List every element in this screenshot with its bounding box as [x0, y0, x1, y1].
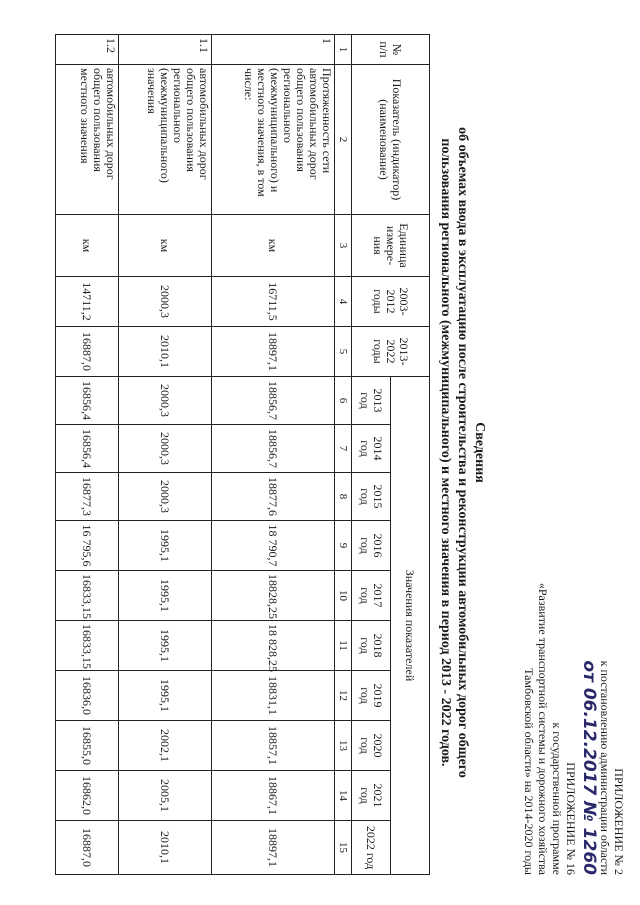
header-year-2014: 2014 год: [352, 425, 391, 473]
value-cell: 18857,1: [212, 721, 335, 771]
value-cell: 2000,3: [119, 277, 212, 327]
row-unit: км: [119, 215, 212, 277]
header-unit: Единица измере-ния: [352, 215, 430, 277]
value-cell: 2010,1: [119, 821, 212, 875]
column-number: 10: [335, 571, 352, 621]
column-number: 6: [335, 377, 352, 425]
value-cell: 1995,1: [119, 671, 212, 721]
header-year-2017: 2017 год: [352, 571, 391, 621]
header-year-2015: 2015 год: [352, 473, 391, 521]
row-unit: км: [212, 215, 335, 277]
column-number: 15: [335, 821, 352, 875]
row-num: 1.1: [119, 35, 212, 65]
document-title: [437, 60, 488, 845]
header-year-2022: 2022 год: [352, 821, 391, 875]
header-year-2013: 2013 год: [352, 377, 391, 425]
table-row: [119, 35, 212, 875]
row-num: 1: [212, 35, 335, 65]
value-cell: 18831,1: [212, 671, 335, 721]
header-2003-2012: 2003-2012 годы: [352, 277, 430, 327]
row-num: 1.2: [56, 35, 119, 65]
column-number: 4: [335, 277, 352, 327]
row-indicator: автомобильных дорог общего пользования местного значения: [56, 65, 119, 215]
value-cell: 16855,0: [56, 721, 119, 771]
value-cell: 16887,0: [56, 327, 119, 377]
value-cell: 16862,0: [56, 771, 119, 821]
value-cell: 18 790,7: [212, 521, 335, 571]
title-line3: пользования регионального (межмуниципального) и местного значения в период 2013 - 2022 годов.: [438, 138, 453, 767]
indicators-table: [55, 34, 430, 875]
header-num: № п/п: [352, 35, 430, 65]
value-cell: 2000,3: [119, 425, 212, 473]
value-cell: 16836,0: [56, 671, 119, 721]
table-row: [56, 35, 119, 875]
value-cell: 2005,1: [119, 771, 212, 821]
value-cell: 1995,1: [119, 571, 212, 621]
value-cell: 2000,3: [119, 377, 212, 425]
resolution-ref: к постановлению администрации области: [598, 660, 612, 875]
column-number: 1: [335, 35, 352, 65]
value-cell: 18897,1: [212, 327, 335, 377]
header-year-2018: 2018 год: [352, 621, 391, 671]
title-line2: об объемах ввода в эксплуатацию после строительства и реконструкции автомобильных дорог общего: [455, 127, 470, 778]
program-ref: к государственной программе: [550, 722, 564, 875]
value-cell: 16833,15: [56, 571, 119, 621]
column-number: 11: [335, 621, 352, 671]
header-year-2019: 2019 год: [352, 671, 391, 721]
program-name-line1: «Развитие транспортной системы и дорожного хозяйства: [536, 582, 550, 875]
value-cell: 16856,4: [56, 377, 119, 425]
value-cell: 18877,6: [212, 473, 335, 521]
value-cell: 2002,1: [119, 721, 212, 771]
program-name-line2: Тамбовской области» на 2014-2020 годы: [522, 668, 536, 875]
handwritten-date: от 06.12.2017 № 1260: [579, 660, 599, 875]
table-row: [212, 35, 335, 875]
row-unit: км: [56, 215, 119, 277]
header-year-2016: 2016 год: [352, 521, 391, 571]
header-year-2021: 2021 год: [352, 771, 391, 821]
value-cell: 18897,1: [212, 821, 335, 875]
header-values-group: Значения показателей: [391, 377, 430, 875]
column-number: 14: [335, 771, 352, 821]
value-cell: 18867,1: [212, 771, 335, 821]
value-cell: 18856,7: [212, 425, 335, 473]
value-cell: 1995,1: [119, 621, 212, 671]
value-cell: 18828,25: [212, 571, 335, 621]
header-year-2020: 2020 год: [352, 721, 391, 771]
value-cell: 1995,1: [119, 521, 212, 571]
header-indicator: Показатель (индикатор) (наименование): [352, 65, 430, 215]
appendix-block: [522, 455, 626, 875]
value-cell: 16711,5: [212, 277, 335, 327]
column-number: 13: [335, 721, 352, 771]
value-cell: 16 795,6: [56, 521, 119, 571]
value-cell: 16877,3: [56, 473, 119, 521]
value-cell: 18856,7: [212, 377, 335, 425]
column-number: 9: [335, 521, 352, 571]
column-number: 3: [335, 215, 352, 277]
value-cell: 16833,15: [56, 621, 119, 671]
column-number: 7: [335, 425, 352, 473]
appendix-label: ПРИЛОЖЕНИЕ № 2: [612, 768, 626, 875]
column-number: 2: [335, 65, 352, 215]
value-cell: 18 828,25: [212, 621, 335, 671]
value-cell: 14711,2: [56, 277, 119, 327]
value-cell: 16856,4: [56, 425, 119, 473]
value-cell: 16887,0: [56, 821, 119, 875]
value-cell: 2000,3: [119, 473, 212, 521]
value-cell: 2010,1: [119, 327, 212, 377]
column-number: 8: [335, 473, 352, 521]
row-indicator: Протяженность сети автомобильных дорог общего пользования регионального (межмуниципального) и местного значения, в том числе:: [212, 65, 335, 215]
column-number: 5: [335, 327, 352, 377]
header-2013-2022: 2013-2022 годы: [352, 327, 430, 377]
title-line1: Сведения: [472, 422, 487, 483]
column-number: 12: [335, 671, 352, 721]
row-indicator: автомобильных дорог общего пользования регионального (межмуниципального) значения: [119, 65, 212, 215]
program-appendix-label: ПРИЛОЖЕНИЕ № 16: [564, 762, 578, 875]
